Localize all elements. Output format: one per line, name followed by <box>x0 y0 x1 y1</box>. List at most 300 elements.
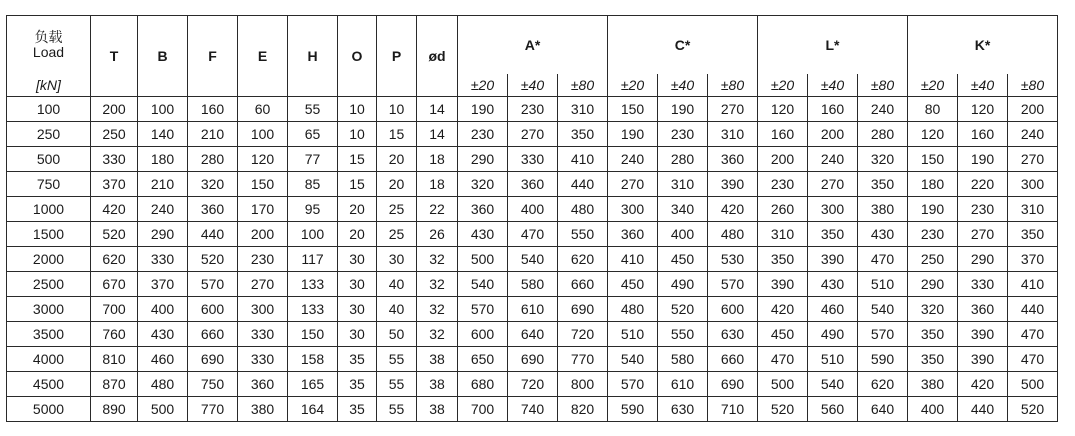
table-cell: 32 <box>417 272 458 297</box>
table-cell: 200 <box>238 222 288 247</box>
table-cell: 150 <box>288 322 338 347</box>
table-cell: 310 <box>658 172 708 197</box>
table-cell: 40 <box>377 297 417 322</box>
table-cell: 22 <box>417 197 458 222</box>
table-cell: 360 <box>958 297 1008 322</box>
table-cell: 190 <box>458 97 508 122</box>
table-cell: 770 <box>558 347 608 372</box>
table-cell: 570 <box>458 297 508 322</box>
col-header-E: E <box>238 16 288 97</box>
table-cell: 420 <box>958 372 1008 397</box>
table-cell: 360 <box>458 197 508 222</box>
table-cell: 32 <box>417 247 458 272</box>
table-cell: 14 <box>417 122 458 147</box>
table-cell: 158 <box>288 347 338 372</box>
table-cell: 100 <box>288 222 338 247</box>
table-cell: 50 <box>377 322 417 347</box>
table-cell: 230 <box>958 197 1008 222</box>
tol-L-20: ±20 <box>758 74 808 97</box>
table-cell: 310 <box>1008 197 1058 222</box>
table-cell: 540 <box>858 297 908 322</box>
table-cell: 420 <box>708 197 758 222</box>
table-cell: 700 <box>458 397 508 422</box>
table-cell: 350 <box>558 122 608 147</box>
table-cell: 470 <box>858 247 908 272</box>
table-cell: 660 <box>188 322 238 347</box>
col-header-T: T <box>91 16 138 97</box>
table-cell: 360 <box>188 197 238 222</box>
col-header-P: P <box>377 16 417 97</box>
table-cell: 330 <box>138 247 188 272</box>
table-cell: 500 <box>458 247 508 272</box>
table-cell: 10 <box>377 97 417 122</box>
table-cell: 310 <box>708 122 758 147</box>
table-cell: 360 <box>238 372 288 397</box>
table-cell: 240 <box>608 147 658 172</box>
col-header-H: H <box>288 16 338 97</box>
tol-K-20: ±20 <box>908 74 958 97</box>
table-cell: 360 <box>608 222 658 247</box>
table-cell: 80 <box>908 97 958 122</box>
table-cell: 460 <box>138 347 188 372</box>
table-cell: 630 <box>708 322 758 347</box>
table-row <box>7 247 1058 272</box>
table-cell: 520 <box>188 247 238 272</box>
table-cell: 150 <box>238 172 288 197</box>
table-cell: 450 <box>658 247 708 272</box>
table-cell: 35 <box>338 372 377 397</box>
table-cell: 240 <box>808 147 858 172</box>
table-cell: 570 <box>858 322 908 347</box>
dimension-table <box>6 15 1058 422</box>
table-cell: 150 <box>608 97 658 122</box>
table-cell: 480 <box>608 297 658 322</box>
table-cell: 690 <box>558 297 608 322</box>
table-cell: 30 <box>338 322 377 347</box>
table-cell: 14 <box>417 97 458 122</box>
table-cell: 350 <box>908 322 958 347</box>
table-cell: 190 <box>608 122 658 147</box>
table-cell: 164 <box>288 397 338 422</box>
table-cell: 230 <box>508 97 558 122</box>
table-cell: 470 <box>1008 347 1058 372</box>
table-cell: 870 <box>91 372 138 397</box>
table-cell: 25 <box>377 222 417 247</box>
table-cell: 160 <box>188 97 238 122</box>
table-cell: 330 <box>238 322 288 347</box>
table-cell: 100 <box>238 122 288 147</box>
table-cell: 760 <box>91 322 138 347</box>
table-cell: 550 <box>658 322 708 347</box>
table-cell: 270 <box>958 222 1008 247</box>
table-cell: 610 <box>508 297 558 322</box>
table-cell: 230 <box>458 122 508 147</box>
table-cell: 30 <box>338 272 377 297</box>
table-cell: 260 <box>758 197 808 222</box>
table-row <box>7 372 1058 397</box>
tol-A-20: ±20 <box>458 74 508 97</box>
table-cell: 430 <box>138 322 188 347</box>
table-cell: 370 <box>138 272 188 297</box>
table-cell: 200 <box>808 122 858 147</box>
table-cell: 410 <box>608 247 658 272</box>
table-cell: 820 <box>558 397 608 422</box>
table-cell: 430 <box>458 222 508 247</box>
table-cell: 540 <box>808 372 858 397</box>
table-body <box>7 97 1058 422</box>
table-cell: 290 <box>908 272 958 297</box>
table-cell: 480 <box>708 222 758 247</box>
table-cell: 670 <box>91 272 138 297</box>
table-cell: 380 <box>908 372 958 397</box>
tol-C-20: ±20 <box>608 74 658 97</box>
table-cell: 580 <box>658 347 708 372</box>
table-cell: 400 <box>508 197 558 222</box>
table-cell: 120 <box>238 147 288 172</box>
table-cell: 150 <box>908 147 958 172</box>
table-cell: 480 <box>138 372 188 397</box>
table-cell: 38 <box>417 347 458 372</box>
table-cell: 20 <box>338 197 377 222</box>
table-cell: 20 <box>377 147 417 172</box>
tol-L-80: ±80 <box>858 74 908 97</box>
table-cell: 540 <box>608 347 658 372</box>
load-unit: [kN] <box>7 74 91 97</box>
table-cell: 10 <box>338 122 377 147</box>
table-cell: 55 <box>377 347 417 372</box>
table-cell: 120 <box>758 97 808 122</box>
load-value-cell: 3500 <box>7 322 91 347</box>
table-cell: 650 <box>458 347 508 372</box>
group-header-C: C* <box>608 16 758 75</box>
table-cell: 32 <box>417 297 458 322</box>
table-cell: 220 <box>958 172 1008 197</box>
table-cell: 240 <box>1008 122 1058 147</box>
table-cell: 330 <box>958 272 1008 297</box>
table-row <box>7 222 1058 247</box>
table-cell: 660 <box>558 272 608 297</box>
tol-L-40: ±40 <box>808 74 858 97</box>
table-row <box>7 172 1058 197</box>
table-cell: 55 <box>377 372 417 397</box>
table-row <box>7 322 1058 347</box>
table-cell: 390 <box>708 172 758 197</box>
table-cell: 30 <box>338 297 377 322</box>
table-cell: 380 <box>858 197 908 222</box>
load-value-cell: 100 <box>7 97 91 122</box>
table-cell: 250 <box>91 122 138 147</box>
table-cell: 190 <box>658 97 708 122</box>
table-cell: 500 <box>138 397 188 422</box>
table-cell: 320 <box>458 172 508 197</box>
table-cell: 15 <box>338 147 377 172</box>
table-cell: 460 <box>808 297 858 322</box>
table-cell: 120 <box>958 97 1008 122</box>
table-row <box>7 297 1058 322</box>
table-cell: 570 <box>188 272 238 297</box>
table-cell: 120 <box>908 122 958 147</box>
col-header-B: B <box>138 16 188 97</box>
table-cell: 640 <box>508 322 558 347</box>
load-header-cn: 负载 <box>34 29 63 46</box>
table-cell: 470 <box>508 222 558 247</box>
load-value-cell: 2000 <box>7 247 91 272</box>
table-cell: 25 <box>377 197 417 222</box>
table-cell: 770 <box>188 397 238 422</box>
table-cell: 300 <box>608 197 658 222</box>
table-row <box>7 97 1058 122</box>
table-cell: 165 <box>288 372 338 397</box>
table-cell: 350 <box>808 222 858 247</box>
table-cell: 270 <box>508 122 558 147</box>
table-cell: 420 <box>758 297 808 322</box>
table-cell: 490 <box>658 272 708 297</box>
table-cell: 190 <box>908 197 958 222</box>
table-cell: 60 <box>238 97 288 122</box>
table-cell: 360 <box>708 147 758 172</box>
table-cell: 18 <box>417 147 458 172</box>
table-cell: 440 <box>1008 297 1058 322</box>
table-cell: 30 <box>338 247 377 272</box>
table-cell: 55 <box>288 97 338 122</box>
table-cell: 38 <box>417 372 458 397</box>
table-cell: 300 <box>1008 172 1058 197</box>
table-row <box>7 147 1058 172</box>
table-cell: 190 <box>958 147 1008 172</box>
table-cell: 580 <box>508 272 558 297</box>
table-cell: 540 <box>458 272 508 297</box>
load-value-cell: 2500 <box>7 272 91 297</box>
table-cell: 10 <box>338 97 377 122</box>
table-cell: 620 <box>858 372 908 397</box>
load-value-cell: 5000 <box>7 397 91 422</box>
table-cell: 85 <box>288 172 338 197</box>
header-row <box>7 16 1058 75</box>
table-cell: 480 <box>558 197 608 222</box>
table-cell: 690 <box>508 347 558 372</box>
table-cell: 720 <box>508 372 558 397</box>
load-value-cell: 500 <box>7 147 91 172</box>
table-cell: 270 <box>1008 147 1058 172</box>
table-cell: 520 <box>758 397 808 422</box>
table-cell: 530 <box>708 247 758 272</box>
table-cell: 750 <box>188 372 238 397</box>
table-cell: 890 <box>91 397 138 422</box>
table-cell: 26 <box>417 222 458 247</box>
table-cell: 300 <box>808 197 858 222</box>
table-cell: 300 <box>238 297 288 322</box>
tol-A-40: ±40 <box>508 74 558 97</box>
load-value-cell: 1000 <box>7 197 91 222</box>
table-cell: 520 <box>1008 397 1058 422</box>
table-cell: 210 <box>188 122 238 147</box>
table-cell: 620 <box>558 247 608 272</box>
table-cell: 77 <box>288 147 338 172</box>
table-cell: 200 <box>758 147 808 172</box>
table-cell: 30 <box>377 247 417 272</box>
table-cell: 117 <box>288 247 338 272</box>
table-cell: 390 <box>958 347 1008 372</box>
table-cell: 390 <box>758 272 808 297</box>
table-row <box>7 347 1058 372</box>
table-cell: 620 <box>91 247 138 272</box>
tol-C-80: ±80 <box>708 74 758 97</box>
table-cell: 15 <box>377 122 417 147</box>
table-cell: 680 <box>458 372 508 397</box>
table-cell: 100 <box>138 97 188 122</box>
table-cell: 133 <box>288 272 338 297</box>
table-cell: 20 <box>338 222 377 247</box>
table-cell: 560 <box>808 397 858 422</box>
table-cell: 810 <box>91 347 138 372</box>
table-cell: 140 <box>138 122 188 147</box>
table-cell: 55 <box>377 397 417 422</box>
table-cell: 370 <box>1008 247 1058 272</box>
table-cell: 470 <box>758 347 808 372</box>
table-cell: 280 <box>858 122 908 147</box>
table-cell: 330 <box>508 147 558 172</box>
load-value-cell: 750 <box>7 172 91 197</box>
table-cell: 160 <box>758 122 808 147</box>
table-cell: 280 <box>188 147 238 172</box>
table-cell: 290 <box>138 222 188 247</box>
table-cell: 230 <box>908 222 958 247</box>
table-cell: 310 <box>758 222 808 247</box>
table-cell: 520 <box>91 222 138 247</box>
table-cell: 400 <box>658 222 708 247</box>
tol-A-80: ±80 <box>558 74 608 97</box>
table-cell: 18 <box>417 172 458 197</box>
table-cell: 32 <box>417 322 458 347</box>
table-cell: 510 <box>858 272 908 297</box>
table-cell: 270 <box>608 172 658 197</box>
table-cell: 430 <box>858 222 908 247</box>
table-cell: 570 <box>608 372 658 397</box>
table-cell: 350 <box>1008 222 1058 247</box>
tol-K-80: ±80 <box>1008 74 1058 97</box>
table-cell: 230 <box>238 247 288 272</box>
table-cell: 430 <box>808 272 858 297</box>
table-cell: 330 <box>91 147 138 172</box>
load-header-en: Load <box>32 44 65 60</box>
table-cell: 200 <box>91 97 138 122</box>
table-cell: 350 <box>758 247 808 272</box>
table-cell: 290 <box>958 247 1008 272</box>
table-cell: 520 <box>658 297 708 322</box>
table-row <box>7 197 1058 222</box>
tol-C-40: ±40 <box>658 74 708 97</box>
load-value-cell: 4500 <box>7 372 91 397</box>
table-cell: 400 <box>138 297 188 322</box>
table-cell: 440 <box>188 222 238 247</box>
table-cell: 35 <box>338 397 377 422</box>
table-cell: 740 <box>508 397 558 422</box>
table-cell: 170 <box>238 197 288 222</box>
table-cell: 640 <box>858 397 908 422</box>
table-cell: 400 <box>908 397 958 422</box>
table-cell: 320 <box>858 147 908 172</box>
table-cell: 440 <box>958 397 1008 422</box>
tol-K-40: ±40 <box>958 74 1008 97</box>
table-cell: 420 <box>91 197 138 222</box>
table-cell: 720 <box>558 322 608 347</box>
table-cell: 390 <box>808 247 858 272</box>
col-header-diameter: ød <box>417 16 458 97</box>
table-cell: 690 <box>708 372 758 397</box>
table-cell: 340 <box>658 197 708 222</box>
table-cell: 590 <box>858 347 908 372</box>
table-cell: 160 <box>808 97 858 122</box>
table-cell: 610 <box>658 372 708 397</box>
table-cell: 15 <box>338 172 377 197</box>
table-cell: 570 <box>708 272 758 297</box>
table-cell: 240 <box>138 197 188 222</box>
table-row <box>7 397 1058 422</box>
table-cell: 710 <box>708 397 758 422</box>
table-cell: 310 <box>558 97 608 122</box>
group-header-L: L* <box>758 16 908 75</box>
table-cell: 20 <box>377 172 417 197</box>
table-cell: 410 <box>1008 272 1058 297</box>
load-value-cell: 250 <box>7 122 91 147</box>
table-cell: 370 <box>91 172 138 197</box>
table-cell: 360 <box>508 172 558 197</box>
table-cell: 500 <box>758 372 808 397</box>
table-cell: 280 <box>658 147 708 172</box>
table-cell: 270 <box>708 97 758 122</box>
table-cell: 450 <box>608 272 658 297</box>
table-cell: 270 <box>238 272 288 297</box>
table-cell: 630 <box>658 397 708 422</box>
table-cell: 600 <box>458 322 508 347</box>
table-cell: 660 <box>708 347 758 372</box>
table-cell: 38 <box>417 397 458 422</box>
table-cell: 500 <box>1008 372 1058 397</box>
table-cell: 210 <box>138 172 188 197</box>
table-cell: 35 <box>338 347 377 372</box>
table-cell: 690 <box>188 347 238 372</box>
table-cell: 40 <box>377 272 417 297</box>
table-cell: 250 <box>908 247 958 272</box>
table-cell: 320 <box>188 172 238 197</box>
table-cell: 180 <box>908 172 958 197</box>
table-cell: 440 <box>558 172 608 197</box>
table-cell: 550 <box>558 222 608 247</box>
table-cell: 510 <box>608 322 658 347</box>
table-cell: 380 <box>238 397 288 422</box>
load-header <box>7 16 91 75</box>
table-cell: 230 <box>658 122 708 147</box>
table-cell: 320 <box>908 297 958 322</box>
table-cell: 700 <box>91 297 138 322</box>
load-value-cell: 3000 <box>7 297 91 322</box>
table-cell: 470 <box>1008 322 1058 347</box>
table-cell: 600 <box>708 297 758 322</box>
group-header-A: A* <box>458 16 608 75</box>
table-cell: 180 <box>138 147 188 172</box>
table-cell: 270 <box>808 172 858 197</box>
table-cell: 490 <box>808 322 858 347</box>
table-cell: 200 <box>1008 97 1058 122</box>
table-cell: 510 <box>808 347 858 372</box>
table-cell: 410 <box>558 147 608 172</box>
table-cell: 330 <box>238 347 288 372</box>
table-cell: 65 <box>288 122 338 147</box>
table-cell: 95 <box>288 197 338 222</box>
table-cell: 160 <box>958 122 1008 147</box>
table-cell: 600 <box>188 297 238 322</box>
table-cell: 290 <box>458 147 508 172</box>
